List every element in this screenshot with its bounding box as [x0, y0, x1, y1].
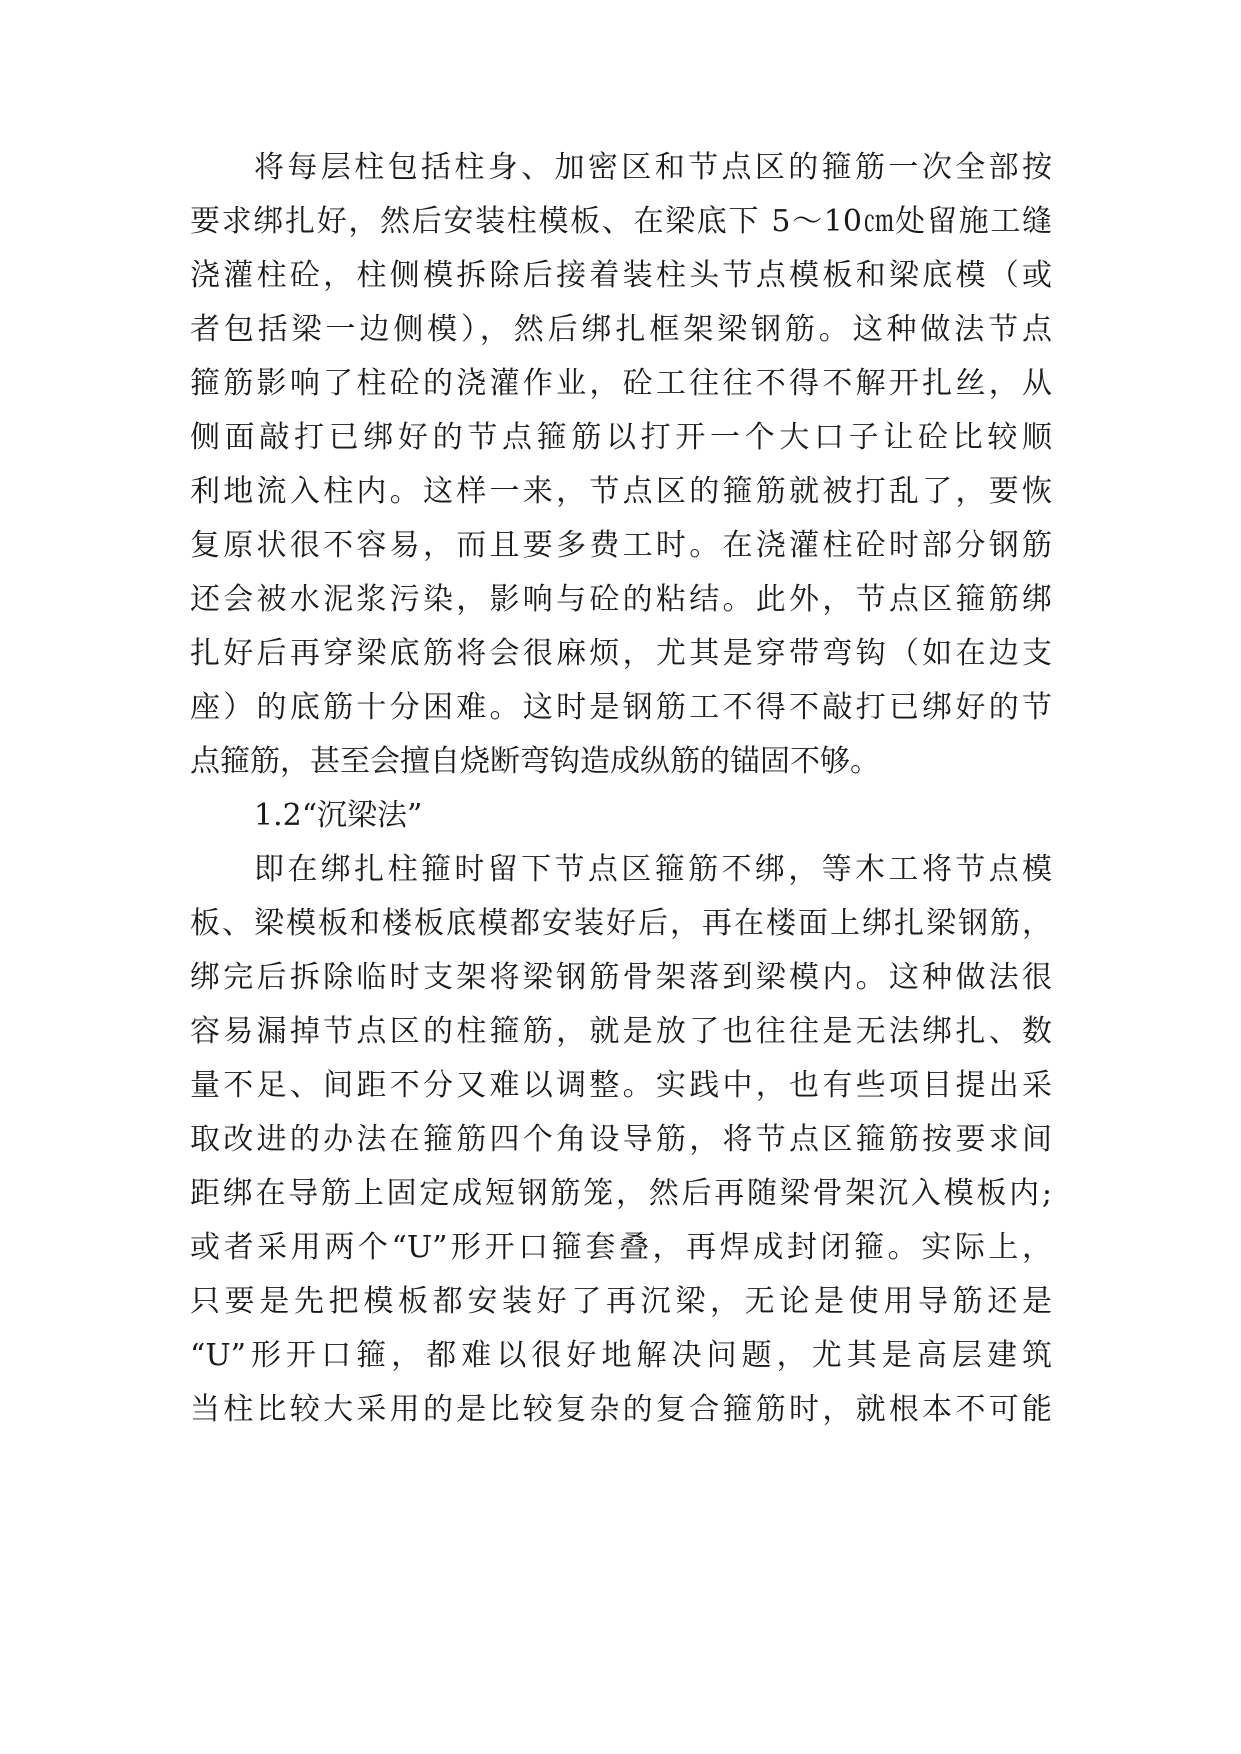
paragraph-1-line-4: 者包括梁一边侧模），然后绑扎框架梁钢筋。这种做法节点: [190, 312, 1052, 347]
paragraph-1-line-8: 复原状很不容易，而且要多费工时。在浇灌柱砼时部分钢筋: [190, 528, 1052, 563]
paragraph-1-line-11: 座）的底筋十分困难。这时是钢筋工不得不敲打已绑好的节: [190, 690, 1052, 725]
paragraph-1-line-5: 箍筋影响了柱砼的浇灌作业，砼工往往不得不解开扎丝，从: [190, 366, 1052, 401]
paragraph-1-line-10: 扎好后再穿梁底筋将会很麻烦，尤其是穿带弯钩（如在边支: [190, 636, 1052, 671]
paragraph-2-line-2: 板、梁模板和楼板底模都安装好后，再在楼面上绑扎梁钢筋，: [190, 906, 1052, 941]
paragraph-1-line-2: 要求绑扎好，然后安装柱模板、在梁底下 5～10㎝处留施工缝: [190, 204, 1052, 239]
section-heading: 1.2“沉梁法”: [254, 798, 423, 833]
paragraph-1-line-1: 将每层柱包括柱身、加密区和节点区的箍筋一次全部按: [254, 150, 1052, 185]
paragraph-2-line-8: 或者采用两个“U”形开口箍套叠，再焊成封闭箍。实际上，: [190, 1230, 1052, 1265]
paragraph-2-line-5: 量不足、间距不分又难以调整。实践中，也有些项目提出采: [190, 1068, 1052, 1103]
paragraph-1-line-3: 浇灌柱砼，柱侧模拆除后接着装柱头节点模板和梁底模（或: [190, 258, 1052, 293]
paragraph-1-line-7: 利地流入柱内。这样一来，节点区的箍筋就被打乱了，要恢: [190, 474, 1052, 509]
paragraph-1-line-12: 点箍筋，甚至会擅自烧断弯钩造成纵筋的锚固不够。: [190, 744, 880, 779]
paragraph-2-line-6: 取改进的办法在箍筋四个角设导筋，将节点区箍筋按要求间: [190, 1122, 1052, 1157]
paragraph-2-line-10: “U”形开口箍，都难以很好地解决问题，尤其是高层建筑: [190, 1338, 1052, 1373]
paragraph-2-line-9: 只要是先把模板都安装好了再沉梁，无论是使用导筋还是: [190, 1284, 1052, 1319]
paragraph-2-line-11: 当柱比较大采用的是比较复杂的复合箍筋时，就根本不可能: [190, 1392, 1052, 1427]
paragraph-1-line-9: 还会被水泥浆污染，影响与砼的粘结。此外，节点区箍筋绑: [190, 582, 1052, 617]
paragraph-2-line-3: 绑完后拆除临时支架将梁钢筋骨架落到梁模内。这种做法很: [190, 960, 1052, 995]
paragraph-2-line-4: 容易漏掉节点区的柱箍筋，就是放了也往往是无法绑扎、数: [190, 1014, 1052, 1049]
paragraph-1-line-6: 侧面敲打已绑好的节点箍筋以打开一个大口子让砼比较顺: [190, 420, 1052, 455]
paragraph-2-line-7: 距绑在导筋上固定成短钢筋笼，然后再随梁骨架沉入模板内;: [190, 1176, 1052, 1211]
paragraph-2-line-1: 即在绑扎柱箍时留下节点区箍筋不绑，等木工将节点模: [254, 852, 1052, 887]
